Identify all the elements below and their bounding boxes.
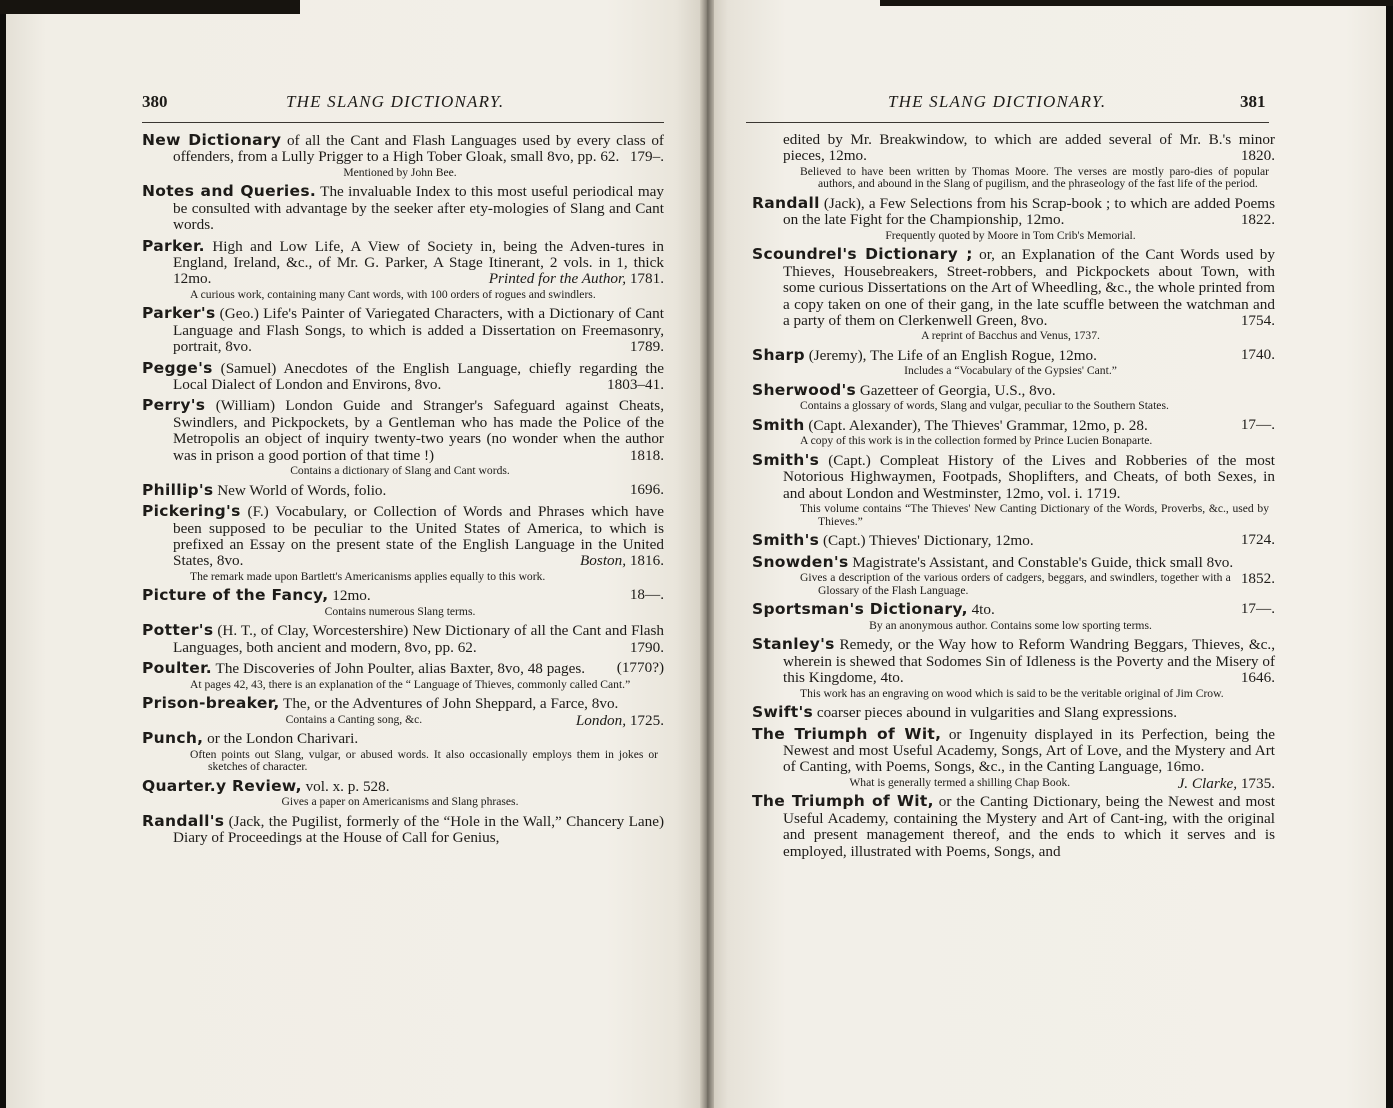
entry-date: 1740. — [1240, 346, 1275, 364]
entry-body: coarser pieces abound in vulgarities and Slang expressions. — [813, 704, 1178, 722]
entry-headword: Parker. — [142, 236, 205, 255]
entry-headword: Smith's — [752, 451, 820, 470]
entry-note: This work has an engraving on wood which is said to be the veritable original of Jim Crow. — [800, 686, 1224, 700]
entry-body: Remedy, or the Way how to Reform Wandring Beggars, Thieves, &c., wherein is shewed that Sodomes Sin of Idleness is the Poverty and the Misery of this Kingdome, 4to. — [783, 636, 1275, 687]
book-gutter — [700, 0, 714, 1108]
entry-body: (Capt. Alexander), The Thieves' Grammar, 12mo, p. 28. — [804, 417, 1148, 435]
entry-note: A curious work, containing many Cant words, with 100 orders of rogues and swindlers. — [190, 287, 596, 301]
entry-date-group — [1241, 313, 1275, 329]
entry-note: Believed to have been written by Thomas Moore. The verses are mostly paro-dies of popular authors, and abound in the Slang of pugilism, and the phraseology of the fast life of the period. — [800, 164, 1269, 191]
entry-text — [142, 482, 664, 499]
entry-imprint: Printed for the Author, — [488, 270, 627, 288]
entry-headword: Smith — [752, 416, 805, 435]
dictionary-entry — [752, 793, 1275, 860]
entry-imprint: Boston, — [580, 552, 627, 570]
entry-body: (Jack, the Pugilist, formerly of the “Hole in the Wall,” Chancery Lane) Diary of Proceedings at the House of Call for Genius, — [173, 812, 664, 847]
entry-headword: The Triumph of Wit, — [752, 792, 934, 811]
entry-text — [752, 417, 1275, 434]
dictionary-entry — [142, 622, 664, 656]
entry-body: (H. T., of Clay, Worcestershire) New Dictionary of all the Cant and Flash Languages, both ancient and modern, 8vo, pp. 62. — [173, 622, 664, 656]
entry-imprint: J. Clarke, — [1177, 774, 1238, 792]
entry-text — [752, 532, 1275, 549]
entry-body: (Geo.) Life's Painter of Variegated Characters, with a Dictionary of Cant Language and Flash Songs, to which is added a Dissertation on Freemasonry, portrait, 8vo. — [173, 305, 664, 356]
dictionary-entry — [752, 532, 1275, 549]
entry-text — [752, 195, 1275, 229]
entry-date: 17—. — [1240, 416, 1275, 434]
entry-date-group — [617, 660, 664, 676]
entry-text — [752, 132, 1275, 165]
entry-date-group — [1241, 601, 1275, 617]
entry-text — [142, 778, 664, 795]
entry-text — [142, 305, 664, 355]
entry-date-group — [607, 377, 664, 393]
entry-date: 1735. — [1240, 774, 1275, 792]
entry-note: Contains a Canting song, &c. — [285, 712, 423, 726]
dictionary-entry — [142, 360, 664, 394]
entry-note: At pages 42, 43, there is an explanation of the “ Language of Thieves, commonly called Cant.” — [190, 677, 631, 691]
entry-note: A reprint of Bacchus and Venus, 1737. — [921, 329, 1100, 343]
dictionary-entry — [142, 305, 664, 355]
entry-date: 179–. — [629, 148, 664, 166]
entry-text — [142, 587, 664, 604]
entry-headword: Smith's — [752, 531, 820, 550]
entry-note: This volume contains “The Thieves' New Canting Dictionary of the Words, Proverbs, &c., used by Thieves.” — [800, 502, 1269, 528]
entry-date-group — [630, 587, 664, 603]
entry-note: What is generally termed a shilling Chap Book. — [849, 775, 1071, 789]
dictionary-entry — [142, 660, 664, 691]
dictionary-entry — [752, 452, 1275, 528]
entry-headword: Pickering's — [142, 502, 241, 521]
page-number: 380 — [142, 92, 168, 111]
entry-continuation — [752, 132, 1275, 191]
entry-text — [752, 636, 1275, 686]
entry-date: 18—. — [629, 586, 664, 604]
dictionary-entry — [142, 238, 664, 302]
entry-text — [752, 347, 1275, 364]
entry-body: Gazetteer of Georgia, U.S., 8vo. — [856, 382, 1056, 400]
dictionary-entry — [752, 382, 1275, 413]
entry-date: 1790. — [629, 638, 664, 656]
entry-headword: Potter's — [142, 621, 214, 640]
entry-date-group — [630, 339, 664, 355]
dictionary-entry — [142, 730, 664, 774]
dictionary-entry — [142, 397, 664, 477]
entry-headword: Pegge's — [142, 358, 213, 377]
entry-headword: Parker's — [142, 304, 216, 323]
entry-body: of all the Cant and Flash Languages used by every class of offenders, from a Lully Prigger to a High Tober Gloak, small 8vo, pp. 62. — [173, 132, 664, 166]
entry-body: High and Low Life, A View of Society in, being the Adven-tures in England, Ireland, &c., of Mr. G. Parker, A Stage Itinerant, 2 vols. in 1, thick 12mo. — [173, 237, 664, 288]
entry-text — [142, 183, 664, 233]
entry-note: Mentioned by John Bee. — [343, 165, 457, 179]
dictionary-entry — [752, 417, 1275, 448]
entry-text — [752, 382, 1275, 399]
entry-date-group — [1241, 532, 1275, 548]
entry-headword: Swift's — [752, 703, 814, 722]
entry-headword: Scoundrel's Dictionary ; — [752, 245, 973, 264]
entry-text — [752, 704, 1275, 721]
entry-date: 17—. — [1240, 600, 1275, 618]
dictionary-entry — [142, 503, 664, 583]
entry-headword: New Dictionary — [142, 131, 282, 149]
left-column — [142, 132, 664, 851]
dictionary-entry — [142, 778, 664, 809]
entry-body: (Samuel) Anecdotes of the English Language, chiefly regarding the Local Dialect of London and Environs, 8vo. — [173, 359, 664, 394]
entry-body: New World of Words, folio. — [213, 481, 387, 499]
dictionary-entry — [752, 636, 1275, 700]
entry-date: 1754. — [1240, 312, 1275, 330]
entry-text — [752, 793, 1275, 860]
entry-headword: Sportsman's Dictionary, — [752, 600, 968, 619]
entry-text — [142, 813, 664, 847]
dictionary-entry — [142, 132, 664, 179]
entry-note: Gives a description of the various orders of cadgers, beggars, and swindlers, together with a Glossary of the Flash Language. — [800, 571, 1231, 597]
entry-body: or the Canting Dictionary, being the Newest and most Useful Academy, containing the Mystery and Art of Cant-ing, with the original and present management thereof, and the ends to which it serves and is employed, illustrated with Poems, Songs, and — [783, 793, 1275, 860]
dictionary-entry — [142, 183, 664, 233]
entry-headword: Randall's — [142, 811, 225, 830]
entry-text — [142, 397, 664, 464]
entry-date-group — [1241, 347, 1275, 363]
entry-text — [752, 452, 1275, 502]
dictionary-entry — [752, 195, 1275, 242]
dictionary-entry — [752, 726, 1275, 790]
entry-headword: The Triumph of Wit, — [752, 724, 942, 743]
entry-date: 1822. — [1240, 211, 1275, 229]
dictionary-entry — [142, 587, 664, 618]
entry-date: 1818. — [629, 446, 664, 464]
entry-headword: Punch, — [142, 729, 204, 748]
entry-body: (Jack), a Few Selections from his Scrap-book ; to which are added Poems on the late Fight for the Championship, 12mo. — [783, 195, 1275, 229]
entry-date: 1820. — [1240, 147, 1275, 165]
header-rule — [746, 122, 1269, 123]
entry-text — [142, 660, 664, 677]
entry-text — [142, 622, 664, 656]
entry-date: (1770?) — [616, 659, 664, 677]
entry-date-group — [1178, 776, 1275, 792]
entry-note: The remark made upon Bartlett's Americanisms applies equally to this work. — [190, 569, 546, 583]
entry-body: or Ingenuity displayed in its Perfection, being the Newest and most Useful Academy, Songs, Art of Love, and the Mystery and Art of Canting, with Poems, Songs, &c., in the Canting Language, 16mo. — [783, 725, 1275, 776]
entry-text — [752, 246, 1275, 329]
entry-note: Frequently quoted by Moore in Tom Crib's Memorial. — [885, 228, 1136, 242]
entry-note: Includes a “Vocabulary of the Gypsies' Cant.” — [904, 364, 1117, 378]
entry-date-group — [1241, 670, 1275, 686]
dictionary-entry — [142, 813, 664, 847]
entry-headword: Snowden's — [752, 552, 849, 571]
dictionary-entry — [752, 601, 1275, 632]
entry-date-group — [630, 640, 664, 656]
entry-date: 1803–41. — [607, 376, 664, 394]
entry-date-group — [1241, 571, 1275, 587]
entry-note: Often points out Slang, vulgar, or abused words. It also occasionally employs them in jokes or sketches of character. — [190, 747, 658, 774]
entry-text — [142, 730, 664, 747]
entry-date-group — [630, 149, 664, 165]
entry-date-group — [630, 482, 664, 498]
entry-text — [142, 503, 664, 570]
entry-body: (Jeremy), The Life of an English Rogue, 12mo. — [804, 347, 1097, 365]
entry-note: Contains numerous Slang terms. — [324, 604, 476, 618]
page-edge-shadow — [0, 0, 300, 14]
entry-headword: Sherwood's — [752, 381, 857, 400]
entry-note: Contains a glossary of words, Slang and vulgar, peculiar to the Southern States. — [800, 399, 1169, 413]
entry-date-group — [630, 448, 664, 464]
entry-body: vol. x. p. 528. — [301, 777, 390, 795]
entry-date: 1816. — [629, 552, 664, 570]
entry-body: edited by Mr. Breakwindow, to which are added several of Mr. B.'s minor pieces, 12mo. — [783, 131, 1275, 165]
running-head: THE SLANG DICTIONARY. — [286, 92, 505, 111]
dictionary-entry — [752, 347, 1275, 378]
entry-text — [142, 132, 664, 166]
entry-headword: Randall — [752, 194, 820, 212]
entry-date: 1696. — [629, 480, 664, 498]
running-head: THE SLANG DICTIONARY. — [888, 92, 1107, 111]
entry-text — [142, 238, 664, 288]
dictionary-entry — [142, 694, 664, 729]
entry-body: (Capt.) Compleat History of the Lives and Robberies of the most Notorious Highwaymen, Footpads, Shoplifters, and Cheats, of both Sexes, in and about London and Westminster, 12mo, vol. i. 1719. — [783, 452, 1275, 502]
entry-body: or the London Charivari. — [203, 730, 359, 748]
dictionary-entry — [752, 704, 1275, 721]
entry-body: or, an Explanation of the Cant Words used by Thieves, Housebreakers, Street-robbers, and Pickpockets about Town, with some curious Dissertations on the Art of Wheedling, &c., the whole printed from a copy taken on one of their gang, in the late scuffle between the watchman and a party of them on Clerkenwell Green, 8vo. — [783, 246, 1275, 330]
page-number: 381 — [1240, 92, 1266, 111]
entry-body: (F.) Vocabulary, or Collection of Words and Phrases which have been supposed to be peculiar to the United States of America, to which is prefixed an Essay on the present state of the English Language in the United States, 8vo. — [173, 503, 664, 570]
entry-headword: Phillip's — [142, 480, 214, 499]
entry-body: The Discoveries of John Poulter, alias Baxter, 8vo, 48 pages. — [212, 660, 586, 678]
right-column — [752, 132, 1275, 864]
dictionary-entry — [752, 554, 1275, 598]
entry-date-group — [576, 713, 664, 729]
entry-date: 1789. — [629, 338, 664, 356]
entry-headword: Poulter. — [142, 659, 213, 678]
entry-date: 1852. — [1240, 570, 1275, 588]
header-rule — [142, 122, 664, 123]
entry-headword: Notes and Queries. — [142, 182, 317, 201]
entry-headword: Sharp — [752, 346, 805, 365]
entry-date-group — [1241, 212, 1275, 228]
entry-text — [752, 601, 1275, 618]
entry-body: The invaluable Index to this most useful periodical may be consulted with advantage by the seeker after ety-mologies of Slang and Cant words. — [173, 183, 665, 234]
dictionary-entry — [752, 246, 1275, 343]
entry-headword: Picture of the Fancy, — [142, 586, 329, 605]
entry-headword: Quarter.y Review, — [142, 776, 302, 795]
entry-date: 1725. — [629, 711, 664, 729]
entry-body: 12mo. — [328, 587, 371, 605]
entry-headword: Perry's — [142, 396, 206, 415]
entry-date-group — [1241, 417, 1275, 433]
page-edge-shadow — [880, 0, 1393, 6]
entry-body: 4to. — [967, 601, 995, 619]
entry-date: 1781. — [629, 270, 664, 288]
entry-note: By an anonymous author. Contains some low sporting terms. — [869, 618, 1152, 632]
entry-headword: Prison-breaker, — [142, 694, 280, 713]
entry-body: Magistrate's Assistant, and Constable's Guide, thick small 8vo. — [848, 553, 1234, 571]
entry-body: The, or the Adventures of John Sheppard, a Farce, 8vo. — [279, 695, 619, 713]
entry-date-group — [580, 553, 664, 569]
entry-text — [142, 360, 664, 394]
entry-imprint: London, — [575, 711, 627, 729]
entry-note: Contains a dictionary of Slang and Cant words. — [290, 464, 510, 478]
entry-body: (Capt.) Thieves' Dictionary, 12mo. — [819, 532, 1034, 550]
entry-headword: Stanley's — [752, 635, 835, 654]
entry-body: (William) London Guide and Stranger's Safeguard against Cheats, Swindlers, and Pickpockets, by a Gentleman who has made the Police of the Metropolis an object of inquiry twenty-two years (no wonder when the author was in prison a good portion of that time !) — [173, 397, 664, 464]
entry-date-group — [489, 271, 664, 287]
entry-note: Gives a paper on Americanisms and Slang phrases. — [281, 795, 519, 809]
dictionary-entry — [142, 482, 664, 499]
entry-note: A copy of this work is in the collection formed by Prince Lucien Bonaparte. — [800, 434, 1153, 448]
entry-date: 1724. — [1240, 531, 1275, 549]
entry-date: 1646. — [1240, 669, 1275, 687]
